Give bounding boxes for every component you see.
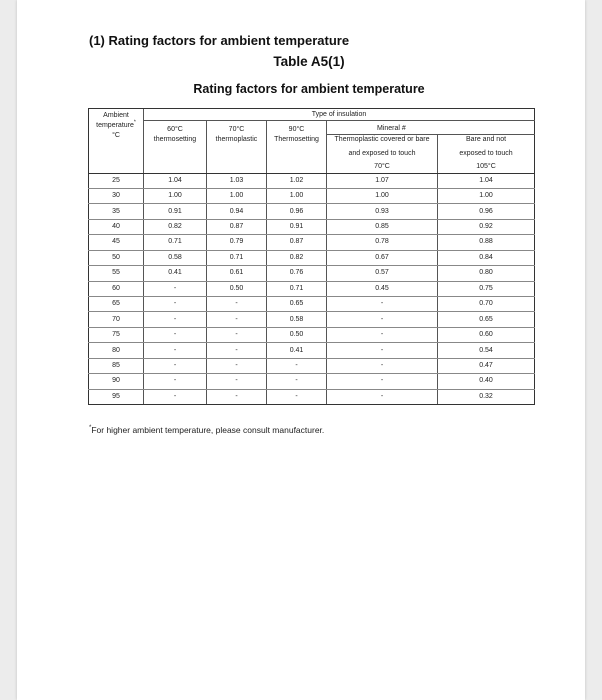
factor-70-thermoplastic-cell: - [207, 343, 267, 358]
factor-mineral-70-cell: 1.07 [327, 173, 438, 188]
mineral-header: Mineral # [327, 121, 535, 135]
factor-60-thermosetting-cell: - [144, 358, 207, 373]
factor-90-thermosetting-cell: 0.87 [267, 235, 327, 250]
table-caption: Rating factors for ambient temperature [193, 82, 425, 96]
mineral-col-thermoplastic-line2: and exposed to touch 70°C [327, 147, 438, 174]
table-row [89, 343, 535, 358]
factor-mineral-105-cell: 1.04 [438, 173, 535, 188]
factor-mineral-70-cell: 0.93 [327, 204, 438, 219]
factor-mineral-70-cell: 0.57 [327, 266, 438, 281]
factor-mineral-105-cell: 0.75 [438, 281, 535, 296]
factor-mineral-105-cell: 0.88 [438, 235, 535, 250]
col-temp-70: 70°C [207, 121, 267, 135]
factor-mineral-70-cell: - [327, 389, 438, 404]
factor-60-thermosetting-cell: - [144, 327, 207, 342]
ambient-temp-cell: 80 [89, 343, 144, 358]
factor-mineral-70-cell: - [327, 374, 438, 389]
factor-mineral-105-cell: 0.32 [438, 389, 535, 404]
ambient-temp-cell: 70 [89, 312, 144, 327]
factor-mineral-70-cell: - [327, 343, 438, 358]
ambient-temp-cell: 50 [89, 250, 144, 265]
col-type-thermosetting-90: Thermosetting [267, 135, 327, 174]
factor-60-thermosetting-cell: 0.41 [144, 266, 207, 281]
factor-mineral-70-cell: 0.78 [327, 235, 438, 250]
type-of-insulation-header: Type of insulation [144, 109, 535, 121]
table-row [89, 358, 535, 373]
factor-90-thermosetting-cell: 0.41 [267, 343, 327, 358]
ambient-temp-cell: 55 [89, 266, 144, 281]
ambient-temp-cell: 85 [89, 358, 144, 373]
factor-mineral-70-cell: 0.67 [327, 250, 438, 265]
document-page [17, 0, 585, 700]
factor-60-thermosetting-cell: - [144, 343, 207, 358]
factor-70-thermoplastic-cell: - [207, 389, 267, 404]
factor-mineral-70-cell: - [327, 358, 438, 373]
factor-70-thermoplastic-cell: - [207, 374, 267, 389]
factor-mineral-105-cell: 0.84 [438, 250, 535, 265]
factor-60-thermosetting-cell: 0.58 [144, 250, 207, 265]
col-temp-90: 90°C [267, 121, 327, 135]
factor-mineral-70-cell: 0.85 [327, 219, 438, 234]
table-row [89, 235, 535, 250]
mineral-col-thermoplastic-line1: Thermoplastic covered or bare [327, 135, 438, 147]
factor-70-thermoplastic-cell: - [207, 312, 267, 327]
table-row [89, 389, 535, 404]
ambient-temp-cell: 45 [89, 235, 144, 250]
factor-60-thermosetting-cell: - [144, 281, 207, 296]
ambient-temp-cell: 30 [89, 188, 144, 203]
factor-mineral-105-cell: 0.40 [438, 374, 535, 389]
factor-60-thermosetting-cell: 1.00 [144, 188, 207, 203]
table-row [89, 173, 535, 188]
factor-mineral-70-cell: 1.00 [327, 188, 438, 203]
table-body [89, 173, 535, 405]
table-row [89, 188, 535, 203]
table-row [89, 374, 535, 389]
rating-factors-table [88, 108, 535, 405]
factor-mineral-105-cell: 0.80 [438, 266, 535, 281]
factor-70-thermoplastic-cell: 0.71 [207, 250, 267, 265]
factor-60-thermosetting-cell: - [144, 297, 207, 312]
mineral-col-bare-line2: exposed to touch 105°C [438, 147, 535, 174]
footnote: *For higher ambient temperature, please consult manufacturer. [89, 425, 325, 435]
factor-90-thermosetting-cell: 1.02 [267, 173, 327, 188]
factor-70-thermoplastic-cell: 0.61 [207, 266, 267, 281]
table-row [89, 327, 535, 342]
factor-70-thermoplastic-cell: - [207, 327, 267, 342]
factor-90-thermosetting-cell: 0.82 [267, 250, 327, 265]
ambient-temp-cell: 90 [89, 374, 144, 389]
factor-60-thermosetting-cell: 0.71 [144, 235, 207, 250]
ambient-temp-cell: 25 [89, 173, 144, 188]
table-row [89, 297, 535, 312]
factor-90-thermosetting-cell: 0.65 [267, 297, 327, 312]
factor-60-thermosetting-cell: 0.82 [144, 219, 207, 234]
factor-90-thermosetting-cell: 0.76 [267, 266, 327, 281]
factor-mineral-70-cell: - [327, 312, 438, 327]
factor-60-thermosetting-cell: - [144, 312, 207, 327]
factor-60-thermosetting-cell: - [144, 374, 207, 389]
col-type-thermoplastic-70: thermoplastic [207, 135, 267, 174]
factor-mineral-105-cell: 1.00 [438, 188, 535, 203]
ambient-temperature-header: Ambient temperature* °C [89, 109, 144, 174]
section-heading: (1) Rating factors for ambient temperature [89, 33, 350, 48]
factor-90-thermosetting-cell: 0.96 [267, 204, 327, 219]
factor-70-thermoplastic-cell: 1.00 [207, 188, 267, 203]
factor-60-thermosetting-cell: 0.91 [144, 204, 207, 219]
factor-mineral-105-cell: 0.65 [438, 312, 535, 327]
factor-60-thermosetting-cell: 1.04 [144, 173, 207, 188]
table-number: Table A5(1) [273, 54, 345, 69]
factor-90-thermosetting-cell: 0.71 [267, 281, 327, 296]
factor-70-thermoplastic-cell: 0.87 [207, 219, 267, 234]
factor-90-thermosetting-cell: 0.91 [267, 219, 327, 234]
factor-mineral-105-cell: 0.54 [438, 343, 535, 358]
factor-70-thermoplastic-cell: - [207, 297, 267, 312]
ambient-temp-cell: 65 [89, 297, 144, 312]
table-row [89, 219, 535, 234]
table-row [89, 312, 535, 327]
factor-70-thermoplastic-cell: 0.79 [207, 235, 267, 250]
factor-mineral-105-cell: 0.92 [438, 219, 535, 234]
factor-60-thermosetting-cell: - [144, 389, 207, 404]
factor-90-thermosetting-cell: - [267, 358, 327, 373]
factor-90-thermosetting-cell: - [267, 389, 327, 404]
factor-mineral-105-cell: 0.60 [438, 327, 535, 342]
col-type-thermosetting-60: thermosetting [144, 135, 207, 174]
ambient-temp-cell: 60 [89, 281, 144, 296]
factor-70-thermoplastic-cell: 0.94 [207, 204, 267, 219]
ambient-temp-cell: 95 [89, 389, 144, 404]
table-row [89, 281, 535, 296]
table-row [89, 204, 535, 219]
ambient-temp-cell: 75 [89, 327, 144, 342]
col-temp-60: 60°C [144, 121, 207, 135]
table-row [89, 266, 535, 281]
factor-mineral-105-cell: 0.70 [438, 297, 535, 312]
ambient-temp-cell: 35 [89, 204, 144, 219]
factor-mineral-105-cell: 0.47 [438, 358, 535, 373]
factor-mineral-70-cell: - [327, 327, 438, 342]
factor-mineral-70-cell: 0.45 [327, 281, 438, 296]
ambient-temp-cell: 40 [89, 219, 144, 234]
factor-mineral-70-cell: - [327, 297, 438, 312]
factor-70-thermoplastic-cell: - [207, 358, 267, 373]
factor-90-thermosetting-cell: - [267, 374, 327, 389]
mineral-col-bare-line1: Bare and not [438, 135, 535, 147]
factor-mineral-105-cell: 0.96 [438, 204, 535, 219]
table-header [89, 109, 535, 174]
factor-70-thermoplastic-cell: 0.50 [207, 281, 267, 296]
factor-90-thermosetting-cell: 0.58 [267, 312, 327, 327]
factor-90-thermosetting-cell: 0.50 [267, 327, 327, 342]
factor-90-thermosetting-cell: 1.00 [267, 188, 327, 203]
factor-70-thermoplastic-cell: 1.03 [207, 173, 267, 188]
table-row [89, 250, 535, 265]
